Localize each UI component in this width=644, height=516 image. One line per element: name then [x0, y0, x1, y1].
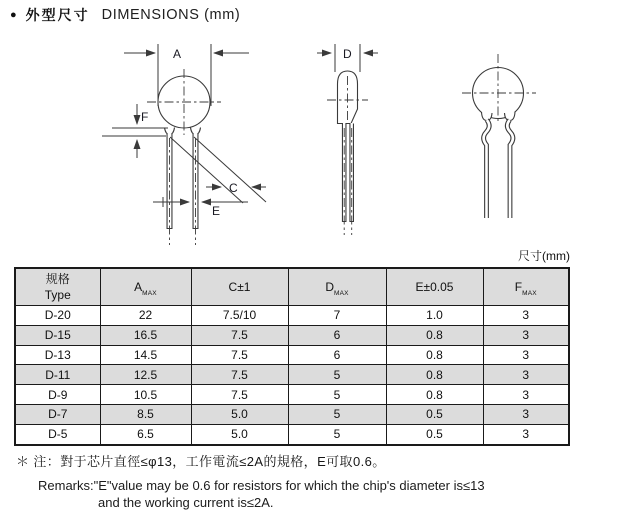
cell-d: 7 — [288, 306, 386, 326]
cell-c: 7.5 — [191, 385, 288, 405]
cell-type: D-5 — [15, 424, 100, 444]
cell-e: 0.5 — [386, 404, 483, 424]
cell-f: 3 — [483, 365, 569, 385]
cell-a: 12.5 — [100, 365, 191, 385]
cell-a: 10.5 — [100, 385, 191, 405]
cell-c: 7.5 — [191, 345, 288, 365]
note-english-line1: Remarks:"E"value may be 0.6 for resistors for which the chip's diameter is≤13 — [38, 478, 485, 493]
col-header-c: C±1 — [191, 268, 288, 306]
cell-d: 5 — [288, 365, 386, 385]
note-english-line2: and the working current is≤2A. — [98, 495, 274, 510]
cell-f: 3 — [483, 424, 569, 444]
cell-type: D-20 — [15, 306, 100, 326]
col-header-type — [15, 268, 100, 306]
col-header-f: $F_{MAX}$ — [483, 268, 569, 306]
table-unit-note: 尺寸(mm) — [518, 249, 570, 263]
table-row — [15, 424, 569, 444]
cell-f: 3 — [483, 385, 569, 405]
cell-type: D-9 — [15, 385, 100, 405]
cell-c: 7.5 — [191, 365, 288, 385]
table-row — [15, 306, 569, 326]
table-row — [15, 385, 569, 405]
cell-f: 3 — [483, 404, 569, 424]
cell-f: 3 — [483, 325, 569, 345]
cell-f: 3 — [483, 345, 569, 365]
table-row — [15, 345, 569, 365]
cell-e: 0.8 — [386, 365, 483, 385]
cell-d: 5 — [288, 424, 386, 444]
dimensions-table — [14, 267, 570, 446]
cell-type: D-11 — [15, 365, 100, 385]
cell-e: 0.8 — [386, 345, 483, 365]
cell-e: 0.5 — [386, 424, 483, 444]
perspective-view-drawing — [462, 54, 536, 218]
cell-c: 7.5/10 — [191, 306, 288, 326]
table-row — [15, 404, 569, 424]
cell-a: 14.5 — [100, 345, 191, 365]
cell-c: 5.0 — [191, 404, 288, 424]
cell-e: 0.8 — [386, 325, 483, 345]
col-header-a: $A_{MAX}$ — [100, 268, 191, 306]
bullet-icon: ● — [10, 8, 17, 21]
front-view-drawing — [102, 44, 266, 245]
cell-type: D-15 — [15, 325, 100, 345]
col-header-e: E±0.05 — [386, 268, 483, 306]
table-row — [15, 325, 569, 345]
cell-e: 1.0 — [386, 306, 483, 326]
cell-d: 5 — [288, 404, 386, 424]
cell-f: 3 — [483, 306, 569, 326]
cell-d: 5 — [288, 385, 386, 405]
dim-label-C: C — [229, 181, 238, 195]
table-row — [15, 365, 569, 385]
dim-label-A: A — [173, 47, 182, 61]
dim-label-D: D — [343, 47, 352, 61]
cell-c: 7.5 — [191, 325, 288, 345]
cell-a: 8.5 — [100, 404, 191, 424]
side-view-drawing — [317, 44, 378, 235]
cell-type: D-7 — [15, 404, 100, 424]
note-chinese: ＊ 注：對于芯片直徑≤φ13，工作電流≤2A的規格，E可取0.6。 — [16, 454, 386, 469]
title-english: DIMENSIONS (mm) — [101, 7, 241, 23]
dim-label-F: F — [141, 110, 149, 124]
title-chinese: 外型尺寸 — [25, 7, 90, 23]
col-header-type-en: Type — [44, 288, 71, 302]
cell-d: 6 — [288, 325, 386, 345]
cell-d: 6 — [288, 345, 386, 365]
cell-a: 22 — [100, 306, 191, 326]
cell-a: 6.5 — [100, 424, 191, 444]
col-header-type-cn: 规格 — [45, 271, 70, 286]
cell-e: 0.8 — [386, 385, 483, 405]
table-header-row — [15, 268, 569, 306]
cell-type: D-13 — [15, 345, 100, 365]
cell-c: 5.0 — [191, 424, 288, 444]
col-header-d: $D_{MAX}$ — [288, 268, 386, 306]
dim-label-E: E — [212, 204, 221, 218]
cell-a: 16.5 — [100, 325, 191, 345]
